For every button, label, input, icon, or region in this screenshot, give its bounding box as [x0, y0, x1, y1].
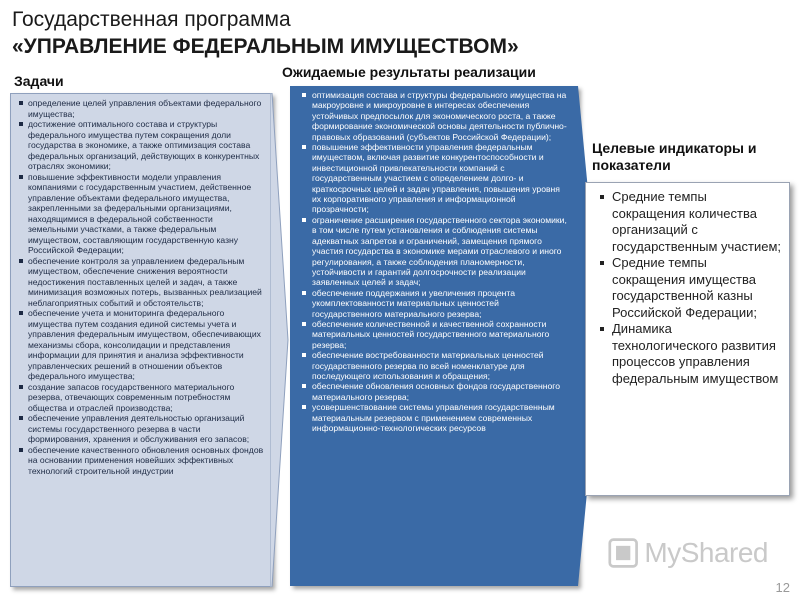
indicators-list: [586, 183, 789, 387]
watermark-text: MyShared: [644, 537, 768, 568]
tasks-list: [11, 94, 271, 476]
tasks-item: достижение оптимального состава и структуры федерального имущества путем сокращения доли государства в экономике, а также оптимизация состава федеральных организаций, действующих в конкурентных отраслях экономики;: [19, 119, 265, 172]
tasks-item: определение целей управления объектами федерального имущества;: [19, 98, 265, 119]
slide-title-line-2: «УПРАВЛЕНИЕ ФЕДЕРАЛЬНЫМ ИМУЩЕСТВОМ»: [12, 35, 519, 58]
indicators-item: Динамика технологического развития процессов управления федеральным имуществом: [598, 321, 781, 387]
myshared-logo-icon: [608, 536, 638, 570]
tasks-item: создание запасов государственного материального резерва, отвечающих современным потребностям общества и отраслей производства;: [19, 382, 265, 414]
tasks-item: обеспечение контроля за управлением федеральным имуществом, обеспечение снижения вероятности недостижения поставленных целей и задач, а также минимизация возможных потерь, вызванных реализацией неблагоприятных событий и обстоятельств;: [19, 256, 265, 309]
tasks-panel: [10, 93, 272, 587]
indicators-panel: [585, 182, 790, 496]
indicators-item: Средние темпы сокращения имущества государственной казны Российской Федерации;: [598, 255, 781, 321]
results-item: обеспечение обновления основных фондов государственного материального резерва;: [302, 381, 568, 402]
indicators-item: Средние темпы сокращения количества организаций с государственным участием;: [598, 189, 781, 255]
tasks-item: обеспечение управления деятельностью организаций системы государственного резерва в части формирования, хранения и обслуживания его запасов;: [19, 413, 265, 445]
results-item: ограничение расширения государственного сектора экономики, в том числе путем установления и соблюдения системы адекватных запретов и ограничений, замещения прямого участия государства в экономике мерами отраслевого и иного регулирования, а также соблюдения планомерности, устойчивости и гарантий долгосрочности реализации заявленных целей и задач;: [302, 215, 568, 288]
slide-title-line-1: Государственная программа: [12, 8, 291, 31]
results-item: обеспечение количественной и качественной сохранности материальных ценностей государственного материального резерва;: [302, 319, 568, 350]
tasks-item: повышение эффективности модели управления компаниями с государственным участием, действенное управление объектами федерального имущества, закрепленными за федеральными организациями, находящимися в федеральной собственности земельными участками, а также федеральным имуществом, составляющим государственную казну Российской Федерации;: [19, 172, 265, 256]
tasks-item: обеспечение качественного обновления основных фондов на основании применения новейших эффективных технологий строительной индустрии: [19, 445, 265, 477]
results-item: повышение эффективности управления федеральным имуществом, включая развитие конкурентоспособности и инвестиционной привлекательности компаний с государственным участием с определением долго- и краткосрочных целей и задач управления, повышения уровня их корпоративного управления и информационной прозрачности;: [302, 142, 568, 215]
slide-title: [12, 6, 772, 60]
results-panel: [290, 86, 578, 586]
tasks-heading: Задачи: [14, 73, 64, 89]
results-item: обеспечение востребованности материальных ценностей государственного резерва по всей номенклатуре для последующего использования и обращения;: [302, 350, 568, 381]
results-item: усовершенствование системы управления государственным материальным резервом с применением современных информационно-технологических ресурсов: [302, 402, 568, 433]
results-item: оптимизация состава и структуры федерального имущества на макроуровне и микроуровне в интересах обеспечения устойчивых предпосылок для экономического роста, а также формирование экономической основы деятельности публично-правовых образований (субъектов Российской Федерации);: [302, 90, 568, 142]
watermark: [608, 533, 768, 573]
indicators-heading: Целевые индикаторы и показатели: [592, 140, 757, 173]
tasks-item: обеспечение учета и мониторинга федерального имущества путем создания единой системы учета и управления федеральным имуществом, обеспечивающих механизмы сбора, консолидации и представления информации для принятия и анализа эффективности управленческих решений в отношении объектов федерального имущества;: [19, 308, 265, 382]
results-heading: Ожидаемые результаты реализации: [282, 64, 536, 80]
page-number: 12: [775, 580, 790, 595]
tasks-arrow-shape: [270, 93, 290, 587]
results-item: обеспечение поддержания и увеличения процента укомплектованности материальных ценностей государственного материального резерва;: [302, 288, 568, 319]
results-list: [290, 86, 578, 433]
